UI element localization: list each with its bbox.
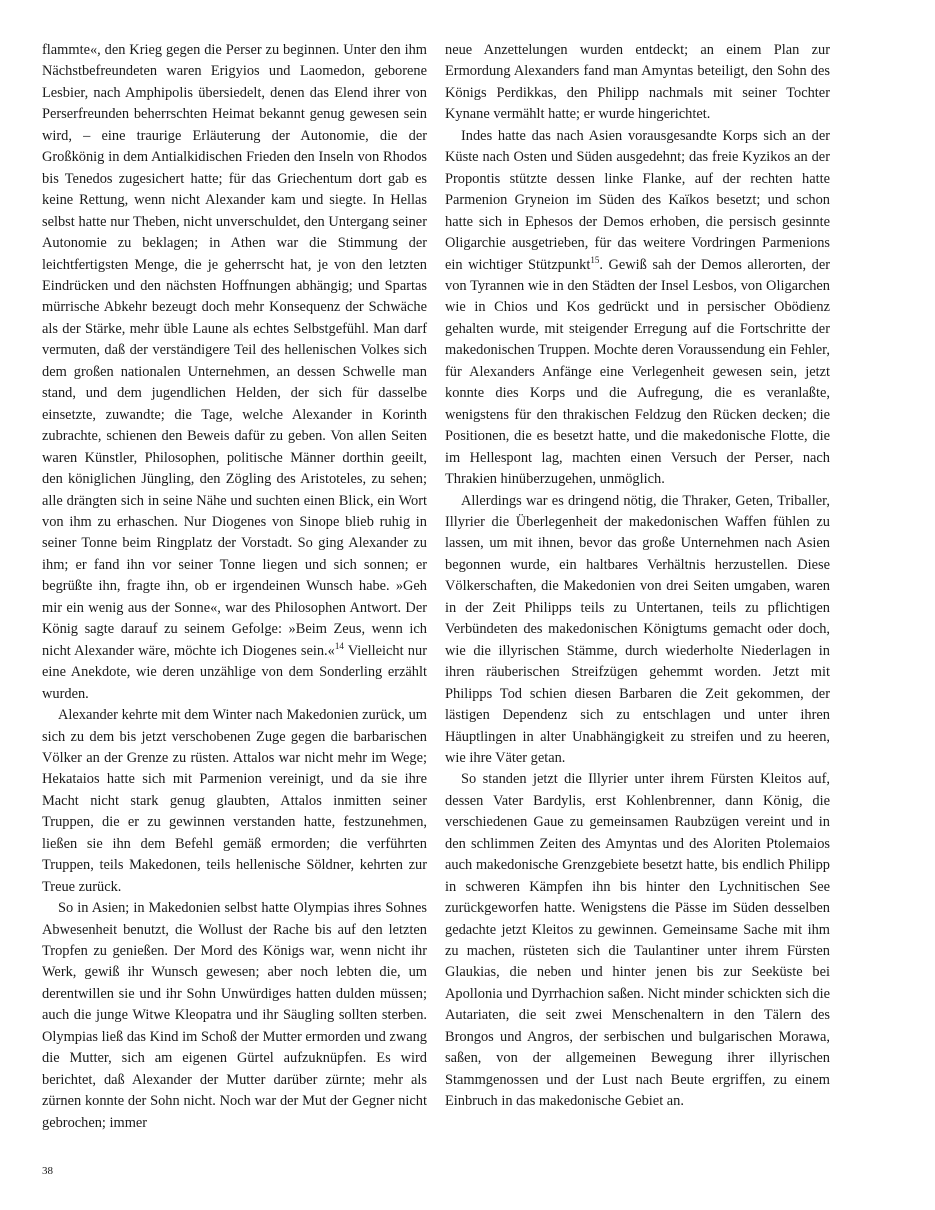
paragraph-text: . Gewiß sah der Demos allerorten, der von Tyrannen wie in den Städten der Insel Lesbos, von Oligarchen wie in Chios und Kos gedrückt und in persischer Obödienz gehalten wurde, mit steigender Erregung auf die Fortschritte der makedonischen Truppen. Mochte deren Voraussendung ein Fehler, für Alexanders Anfänge eine Verlegenheit gewesen sein, jetzt konnte dies Korps und die Aufregung, die es veranlaßte, wenigstens für den thrakischen Feldzug den Rücken decken; die Positionen, die es besetzt hatte, und die makedonische Flotte, die im Hellespont lag, machten einen Versuch der Perser, nach Thrakien hinüberzugehen, unmöglich. [445, 256, 831, 488]
paragraph: Alexander kehrte mit dem Winter nach Makedonien zurück, um sich zu dem bis jetzt verschobenen Zuge gegen die barbarischen Völker an der Grenze zu rüsten. Attalos war nicht mehr im Wege; Hekataios hatte sich mit Parmenion vereinigt, und da sie ihre Macht nicht stark genug glaubten, Attalos inmitten seiner Truppen, die er zu gewinnen verstanden hatte, festzunehmen, ließen sie ihn dem Befehl gemäß ermorden; die verführten Truppen, teils Makedonen, teils hellenische Söldner, kehrten zur Treue zurück. [42, 707, 427, 895]
right-column [445, 40, 830, 1113]
paragraph: Allerdings war es dringend nötig, die Thraker, Geten, Triballer, Illyrier die Überlegenheit der makedonischen Waffen fühlen zu lassen, um mit ihnen, bevor das große Unternehmen nach Asien begonnen wurde, ein haltbares Verhältnis herzustellen. Diese Völkerschaften, die Makedonien von drei Seiten umgaben, waren in der Zeit Philipps teils zu Untertanen, teils zu pflichtigen Verbündeten des makedonischen Königtums gemacht oder doch, wie die illyrischen Stämme, durch wiederholte Niederlagen in ihren räuberischen Streifzügen gehemmt worden. Jetzt mit Philipps Tod schien diesen Barbaren die Zeit gekommen, der lästigen Dependenz sich zu entschlagen und unter ihren Häuptlingen in alter Unabhängigkeit zu streifen und zu heeren, wie ihre Väter getan. [445, 492, 830, 766]
paragraph-text: flammte«, den Krieg gegen die Perser zu beginnen. Unter den ihm Nächstbefreundeten waren Erigyios und Laomedon, geborene Lesbier, nach Amphipolis übersiedelt, denen das Elend ihrer von Perserfreunden beherrschten Heimat bekannt genug gewesen sein wird, – eine traurige Erläuterung der Autonomie, die der Großkönig in dem Antialkidischen Frieden den Inseln von Rhodos bis Tenedos zugesichert hatte; für das Griechentum dort gab es keine Rettung, wenn nicht Alexander kam und siegte. In Hellas selbst hatte nur Theben, nicht unverschuldet, den Untergang seiner Autonomie zu beklagen; in Athen war die Stimmung der leichtfertigsten Menge, die je geherrscht hat, je von den letzten Eindrücken und den nächsten Hoffnungen abhängig; und Spartas mürrische Abkehr bezeugt doch mehr Konsequenz der Schwäche als der Stärke, mehr üble Laune als echtes Selbstgefühl. Man darf vermuten, daß der verständigere Teil des hellenischen Volkes sich dem großen nationalen Unternehmen, an dessen Schwelle man stand, und dem jugendlichen Helden, der sich für dasselbe einsetzte, zuwandte; die Tage, welche Alexander in Korinth zubrachte, schienen den Beweis dafür zu geben. Von allen Seiten waren Künstler, Philosophen, politische Männer dorthin geeilt, den königlichen Jüngling, den Zögling des Aristoteles, zu sehen; alle drängten sich in seine Nähe und suchten einen Blick, ein Wort von ihm zu erhaschen. Nur Diogenes von Sinope blieb ruhig in seiner Tonne beim Ringplatz der Vorstadt. So ging Alexander zu ihm; er fand ihn vor seiner Tonne liegen und sich sonnen; er begrüßte ihn, fragte ihn, ob er irgendeinen Wunsch habe. »Geh mir ein wenig aus der Sonne«, war des Philosophen Antwort. Der König sagte darauf zu seinem Gefolge: »Beim Zeus, wenn ich nicht Alexander wäre, möchte ich Diogenes sein.« [42, 42, 427, 659]
paragraph: neue Anzettelungen wurden entdeckt; an einem Plan zur Ermordung Alexanders fand man Amyntas beteiligt, den Sohn des Königs Perdikkas, den Philipp nachmals mit seiner Tochter Kynane vermählt hatte; er wurde hingerichtet. [445, 42, 830, 123]
left-column [42, 40, 427, 1134]
paragraph: So standen jetzt die Illyrier unter ihrem Fürsten Kleitos auf, dessen Vater Bardylis, erst Kohlenbrenner, dann König, die verschiedenen Gaue zu gemeinsamen Raubzügen vereint und in den schlimmen Zeiten des Amyntas und des Aloriten Ptolemaios auch makedonische Grenzgebiete besetzt hatte, bis endlich Philipp in schweren Kämpfen ihn bis hinter den Lychnitischen See zurückgeworfen hatte. Wenigstens die Pässe im Süden desselben gedachte jetzt Kleitos zu gewinnen. Gemeinsame Sache mit ihm zu machen, rüsteten sich die Taulantiner unter ihrem Fürsten Glaukias, die neben und hinter jenen bis zur Seeküste bei Apollonia und Dyrrhachion saßen. Nicht minder schickten sich die Autariaten, die seit zwei Menschenaltern in den Tälern des Brongos und Angros, der serbischen und bulgarischen Morawa, saßen, von der allgemeinen Bewegung ihrer illyrischen Stammgenossen und der Lust nach Beute ergriffen, zu einem Einbruch in das makedonische Gebiet an. [445, 771, 830, 1110]
footnote-marker[interactable]: 15 [590, 254, 600, 265]
page-number: 38 [42, 1165, 53, 1177]
paragraph-text: Indes hatte das nach Asien vorausgesandte Korps sich an der Küste nach Osten und Süden ausgedehnt; das freie Kyzikos an der Propontis stützte dessen linke Flanke, auf der rechten hatte Parmenion Gryneion im Süden des Kaïkos besetzt; und schon hatte sich in Ephesos der Demos erhoben, die persisch gesinnte Oligarchie ausgetrieben, für das weitere Vordringen Parmenions ein wichtiger Stützpunkt [445, 127, 830, 273]
paragraph: So in Asien; in Makedonien selbst hatte Olympias ihres Sohnes Abwesenheit benutzt, die Wollust der Rache bis auf den letzten Tropfen zu genießen. Der Mord des Königs war, wenn nicht ihr Werk, gewiß ihr Wunsch gewesen; aber noch lebten die, um derentwillen sie und ihr Sohn Unwürdiges hatten dulden müssen; auch die junge Witwe Kleopatra und ihr Säugling sollten sterben. Olympias ließ das Kind im Schoß der Mutter ermorden und zwang die Mutter, sich am eigenen Gürtel aufzuknüpfen. Es wird berichtet, daß Alexander der Mutter darüber zürnte; mehr als zürnen konnte der Sohn nicht. Noch war der Mut der Gegner nicht gebrochen; immer [42, 900, 427, 1131]
paragraph-text: Vielleicht nur eine Anekdote, wie deren unzählige von dem Sonderling erzählt wurden. [42, 642, 427, 702]
paragraph [445, 126, 830, 491]
footnote-marker[interactable]: 14 [334, 640, 344, 651]
paragraph [42, 40, 427, 705]
